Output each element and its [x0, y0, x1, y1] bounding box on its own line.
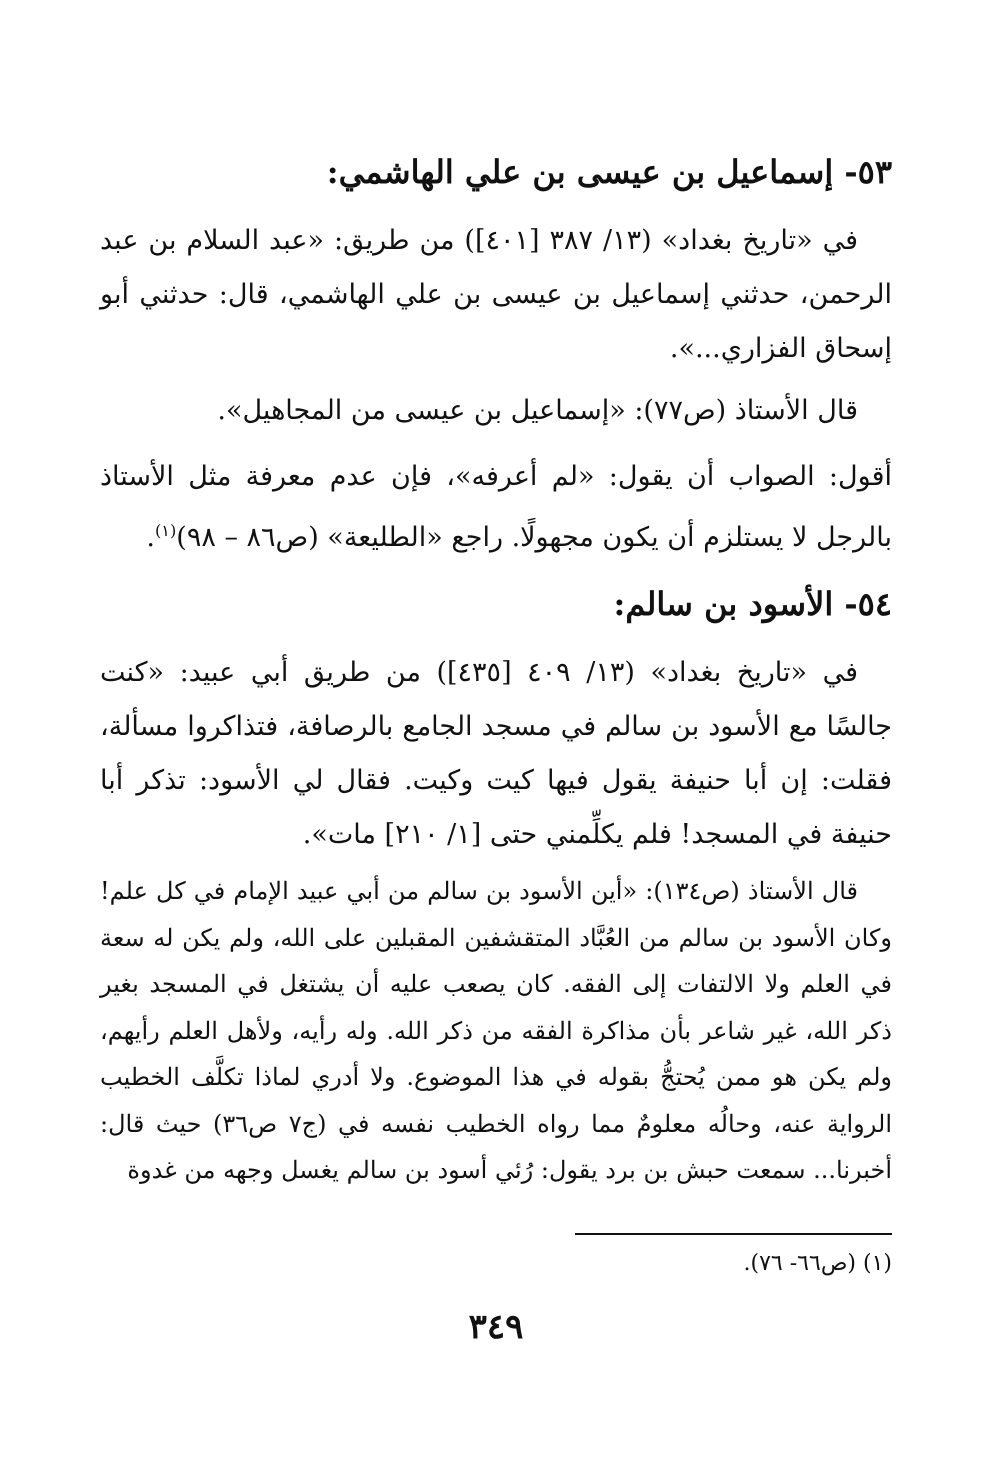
section-53-reply-end: . [146, 522, 155, 553]
section-53-quote-paragraph: قال الأستاذ (ص٧٧): «إسماعيل بن عيسى من المجاهيل». [217, 395, 858, 426]
section-53-reply-text: أقول: الصواب أن يقول: «لم أعرفه»، فإن عدم معرفة مثل الأستاذ بالرجل لا يستلزم أن يكون مجهولًا. راجع «الطليعة» (ص٨٦ – ٩٨) [100, 461, 892, 553]
section-54-quote-paragraph: قال الأستاذ (ص١٣٤): «أين الأسود بن سالم من أبي عبيد الإمام في كل علم! وكان الأسود بن سالم من العُبَّاد المتقشفين المقبلين على الله، ولم يكن له سعة في العلم ولا الالتفات إلى الفقه. كان يصعب عليه أن يشتغل في المسجد بغير ذكر الله، غير شاعر بأن مذاكرة الفقه من ذكر الله. وله رأيه، ولأهل العلم رأيهم، ولم يكن هو ممن يُحتجُّ بقوله في هذا الموضوع. ولا أدري لماذا تكلَّف الخطيب الرواية عنه، وحالُه معلومٌ مما رواه الخطيب نفسه في (ج٧ ص٣٦) حيث قال: أخبرنا... سمعت حبش بن برد يقول: رُئي أسود بن سالم يغسل وجهه من غدوة [100, 877, 892, 1184]
section-53-source-paragraph: في «تاريخ بغداد» (١٣/ ٣٨٧ [٤٠١]) من طريق: «عبد السلام بن عبد الرحمن، حدثني إسماعيل بن عيسى بن علي الهاشمي، قال: حدثني أبو إسحاق الفزاري...». [100, 225, 892, 364]
page-number: ٣٤٩ [468, 1307, 524, 1347]
footnote-1: (١) (ص٦٦- ٧٦). [743, 1251, 892, 1276]
section-heading-54: ٥٤- الأسود بن سالم: [613, 585, 892, 623]
footnote-reference: (١) [154, 521, 177, 540]
section-53-reply-paragraph [100, 450, 892, 565]
section-heading-53: ٥٣- إسماعيل بن عيسى بن علي الهاشمي: [326, 153, 892, 191]
footnote-divider [575, 1233, 892, 1235]
section-54-source-paragraph: في «تاريخ بغداد» (١٣/ ٤٠٩ [٤٣٥]) من طريق أبي عبيد: «كنت جالسًا مع الأسود بن سالم في مسجد الجامع بالرصافة، فتذاكروا مسألة، فقلت: إن أبا حنيفة يقول فيها كيت وكيت. فقال لي الأسود: تذكر أبا حنيفة في المسجد! فلم يكلِّمني حتى [١/ ٢١٠] مات». [100, 657, 892, 850]
